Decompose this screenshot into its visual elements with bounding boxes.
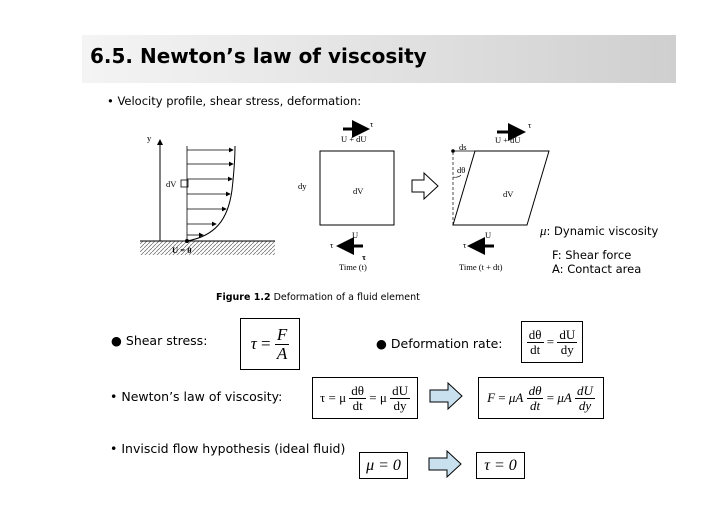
caption-text: Deformation of a fluid element [273, 292, 420, 303]
top-velocity-label-2: U + dU [495, 135, 521, 145]
tau-top-label: τ [370, 119, 374, 129]
shear-stress-equation: τ = $\frac{F}{A}$ [240, 318, 300, 370]
y-axis-label: y [147, 133, 152, 143]
time-t-dt-label: Time (t + dt) [459, 262, 503, 272]
tau-top-label-2: τ [528, 120, 532, 130]
transition-arrow [412, 173, 438, 199]
dy-label: dy [298, 181, 307, 191]
volume-label-2: dV [503, 189, 514, 199]
slide-title: 6.5. Newton’s law of viscosity [90, 44, 427, 68]
bullet-velocity-profile: • Velocity profile, shear stress, deformation: [107, 94, 362, 108]
legend-contact-area: A: Contact area [552, 262, 642, 276]
wall-hatch [140, 241, 275, 255]
implies-arrow-2 [427, 449, 463, 479]
top-velocity-label: U + dU [341, 134, 367, 144]
bottom-velocity-label: U [352, 230, 359, 240]
mu-symbol: μ [540, 223, 547, 238]
element-label: dV [166, 179, 177, 189]
volume-label: dV [353, 186, 364, 196]
figure-caption [216, 292, 420, 303]
caption-label: Figure 1.2 [216, 292, 271, 303]
shear-stress-label: ● Shear stress: [111, 333, 208, 348]
tau-left-label: τ [330, 240, 334, 250]
deformation-rate-label: ● Deformation rate: [376, 336, 503, 351]
inviscid-label: • Inviscid flow hypothesis (ideal fluid) [110, 441, 346, 456]
deformation-rate-equation: $\frac{d\theta}{dt}$ = $\frac{dU}{dy}$ [521, 321, 583, 363]
mu-zero-equation: μ = 0 [359, 452, 408, 479]
dtheta-label: dθ [457, 165, 466, 175]
implies-arrow-1 [428, 381, 464, 411]
bottom-velocity-label-2: U [485, 230, 492, 240]
mu-description: : Dynamic viscosity [546, 224, 659, 238]
newton-law-label: • Newton’s law of viscosity: [110, 389, 283, 404]
tau-bottom-label-2: τ [463, 240, 467, 250]
newton-law-equation-area: F = μA $\frac{d\theta}{dt}$ = μA $\frac{dU}{dy}$ [478, 377, 604, 419]
time-t-label: Time (t) [339, 262, 367, 272]
tau-bottom-label: τ [362, 252, 366, 262]
legend-shear-force: F: Shear force [552, 248, 632, 262]
newton-law-equation: τ = μ $\frac{d\theta}{dt}$ = μ $\frac{dU}{dy}$ [312, 377, 418, 419]
profile-curve [187, 146, 235, 241]
tau-zero-equation: τ = 0 [476, 452, 525, 479]
legend-mu [540, 223, 658, 239]
ds-label: ds [459, 142, 467, 152]
wall-label: U = 0 [172, 245, 192, 255]
velocity-profile [140, 140, 275, 255]
